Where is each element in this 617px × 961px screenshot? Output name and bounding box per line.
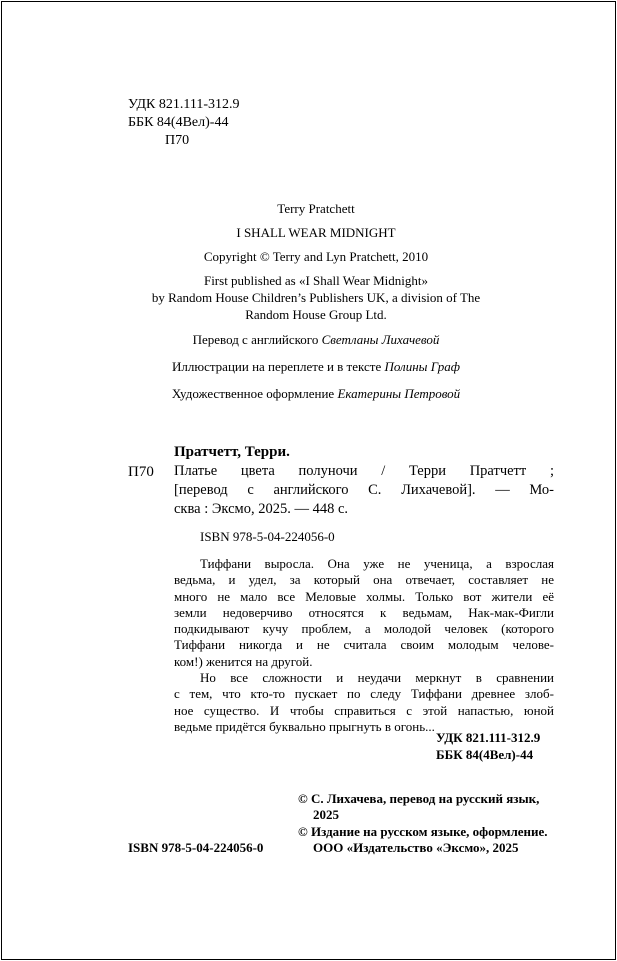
bbk-code-bottom: ББК 84(4Вел)-44 [436,747,534,762]
bibliographic-heading: Пратчетт, Терри. [174,444,290,460]
bibliographic-description [174,462,554,519]
annotation-line: Но все сложности и неудачи меркнут в сравнении [200,670,554,686]
bibliographic-line: [перевод с английского С. Лихачевой]. — Мо- [174,482,554,498]
bibliographic-line: Платье цвета полуночи / Терри Пратчетт ; [174,463,554,479]
bibliographic-isbn: ISBN 978-5-04-224056-0 [200,529,335,544]
original-title: I SHALL WEAR MIDNIGHT [236,225,396,240]
illustrator-name: Полины Граф [384,359,460,374]
annotation [174,556,554,735]
copyright-line: Copyright © Terry and Lyn Pratchett, 2010 [203,249,429,264]
bbk-code: ББК 84(4Вел)-44 [128,115,229,130]
annotation-line: много не мало все Меловые холмы. Только вот жители её [174,588,554,604]
first-published-line: by Random House Children’s Publishers UK, a division of The [151,290,481,305]
translator-name: Светланы Лихачевой [321,332,440,347]
annotation-line: с тем, что кто-то пускает по следу Тиффани древнее злоб- [174,686,554,702]
translation-copyright: © С. Лихачева, перевод на русский язык, [298,791,540,806]
design-label: Художественное оформление [171,386,335,401]
illustrations-label: Иллюстрации на переплете и в тексте [172,359,382,374]
author-mark: П70 [165,133,190,148]
bibliographic-line: сква : Эксмо, 2025. — 448 с. [174,501,349,517]
design-credit [100,385,532,402]
udk-code-bottom: УДК 821.111-312.9 [436,730,541,745]
annotation-line: ком!) женится на другой. [174,653,313,669]
annotation-line: подкидывают кучу проблем, а молодой человек (которого [174,621,554,637]
annotation-line: ное существо. И чтобы справиться с этой напастью, юной [174,702,554,718]
publisher-copyright: ООО «Издательство «Эксмо», 2025 [313,840,519,855]
translation-credit [100,331,532,348]
annotation-line: ведьма, и удел, за который она отвечает, составляет не [174,572,554,588]
illustrations-credit [100,358,532,375]
annotation-line: ведьме придётся буквально прыгнуть в огонь... [174,718,435,734]
annotation-line: Тиффани выросла. Она уже не ученица, а взрослая [200,556,554,571]
first-published-line: Random House Group Ltd. [245,307,387,322]
annotation-line: земли недоверчиво относятся к ведьмам, Нак-мак-Фигли [174,604,554,620]
translation-label: Перевод с английского [192,332,319,347]
credits-block [100,200,532,402]
original-author: Terry Pratchett [277,201,355,216]
edition-copyright: © Издание на русском языке, оформление. [298,824,548,839]
imprint-isbn: ISBN 978-5-04-224056-0 [128,840,264,855]
translation-copyright-year: 2025 [313,807,339,822]
first-published-line: First published as «I Shall Wear Midnight» [203,273,429,288]
annotation-line: Тиффани никогда и не считала своим молодым челове- [174,637,554,653]
bibliographic-mark: П70 [128,464,154,480]
designer-name: Екатерины Петровой [337,386,461,401]
udk-code: УДК 821.111-312.9 [128,97,240,112]
